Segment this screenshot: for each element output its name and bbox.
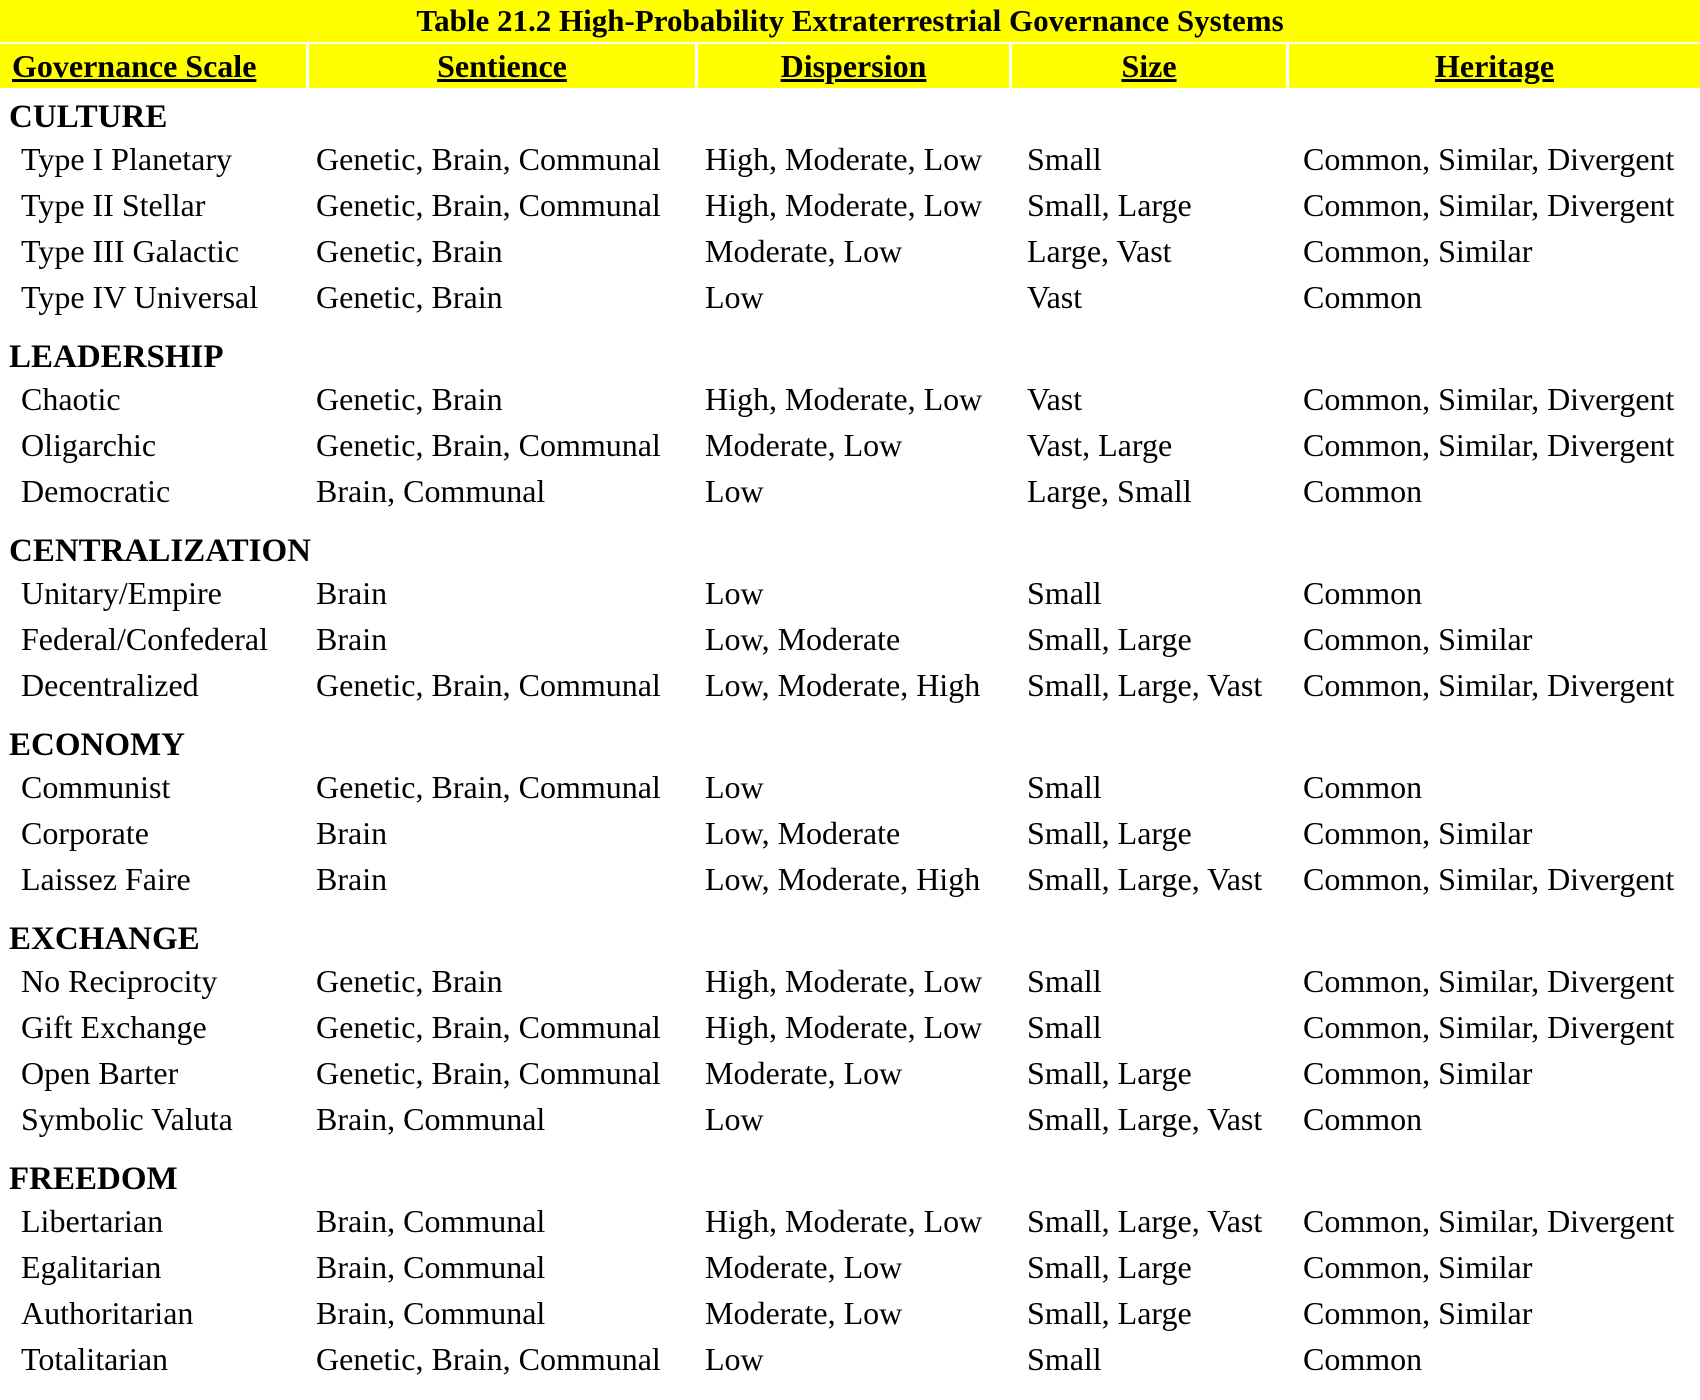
- size-cell: Small: [1027, 1008, 1102, 1045]
- heritage-cell: Common: [1303, 1100, 1423, 1137]
- size-cell: Small: [1027, 962, 1102, 999]
- table-body: [0, 88, 1700, 1382]
- heritage-cell: Common, Similar: [1303, 1248, 1533, 1285]
- sentience-cell: Brain: [316, 814, 388, 851]
- table-row: [0, 1004, 1700, 1050]
- size-cell: Small, Large: [1027, 620, 1192, 657]
- header-row: [0, 44, 1700, 88]
- sentience-cell: Brain, Communal: [316, 1294, 546, 1331]
- sentience-cell: Genetic, Brain, Communal: [316, 666, 661, 703]
- table-row: [0, 1336, 1700, 1382]
- table-row: [0, 376, 1700, 422]
- governance-scale-cell: Type II Stellar: [21, 186, 206, 223]
- category-heading: CENTRALIZATION: [9, 533, 311, 569]
- size-cell: Small, Large, Vast: [1027, 666, 1263, 703]
- sentience-cell: Brain: [316, 574, 388, 611]
- sentience-cell: Genetic, Brain, Communal: [316, 1340, 661, 1377]
- size-cell: Small, Large: [1027, 1248, 1192, 1285]
- governance-scale-cell: Symbolic Valuta: [21, 1100, 233, 1137]
- dispersion-cell: Low, Moderate, High: [705, 666, 981, 703]
- heritage-cell: Common, Similar: [1303, 1294, 1533, 1331]
- category-row: [0, 708, 1700, 764]
- sentience-cell: Genetic, Brain, Communal: [316, 140, 661, 177]
- heritage-cell: Common: [1303, 768, 1423, 805]
- governance-scale-cell: Unitary/Empire: [21, 574, 222, 611]
- table-row: [0, 422, 1700, 468]
- governance-scale-cell: Federal/Confederal: [21, 620, 268, 657]
- table-row: [0, 856, 1700, 902]
- category-heading: ECONOMY: [9, 727, 185, 763]
- category-heading: FREEDOM: [9, 1161, 178, 1197]
- dispersion-cell: Moderate, Low: [705, 1248, 903, 1285]
- category-row: [0, 320, 1700, 376]
- governance-scale-cell: Libertarian: [21, 1202, 164, 1239]
- table-row: [0, 182, 1700, 228]
- dispersion-cell: Moderate, Low: [705, 1054, 903, 1091]
- governance-scale-cell: Type IV Universal: [21, 278, 259, 315]
- dispersion-cell: Low: [705, 768, 764, 805]
- heritage-cell: Common, Similar, Divergent: [1303, 426, 1675, 463]
- category-row: [0, 88, 1700, 136]
- sentience-cell: Genetic, Brain: [316, 232, 503, 269]
- heritage-cell: Common, Similar: [1303, 1054, 1533, 1091]
- heritage-cell: Common, Similar, Divergent: [1303, 860, 1675, 897]
- dispersion-cell: Moderate, Low: [705, 426, 903, 463]
- dispersion-cell: High, Moderate, Low: [705, 140, 983, 177]
- size-cell: Vast: [1027, 278, 1083, 315]
- heritage-cell: Common, Similar, Divergent: [1303, 140, 1675, 177]
- heritage-cell: Common, Similar, Divergent: [1303, 186, 1675, 223]
- dispersion-cell: High, Moderate, Low: [705, 1202, 983, 1239]
- column-header-sentience: Sentience: [309, 44, 698, 88]
- dispersion-cell: High, Moderate, Low: [705, 380, 983, 417]
- dispersion-cell: Low, Moderate: [705, 814, 901, 851]
- size-cell: Small, Large, Vast: [1027, 1100, 1263, 1137]
- governance-scale-cell: Democratic: [21, 472, 171, 509]
- table-row: [0, 274, 1700, 320]
- table-row: [0, 616, 1700, 662]
- sentience-cell: Genetic, Brain, Communal: [316, 768, 661, 805]
- sentience-cell: Genetic, Brain: [316, 380, 503, 417]
- dispersion-cell: High, Moderate, Low: [705, 1008, 983, 1045]
- heritage-cell: Common, Similar: [1303, 814, 1533, 851]
- category-row: [0, 1142, 1700, 1198]
- size-cell: Small, Large: [1027, 1054, 1192, 1091]
- size-cell: Small, Large: [1027, 186, 1192, 223]
- table-row: [0, 570, 1700, 616]
- heritage-cell: Common, Similar, Divergent: [1303, 1202, 1675, 1239]
- sentience-cell: Genetic, Brain: [316, 278, 503, 315]
- table-row: [0, 1244, 1700, 1290]
- dispersion-cell: Low: [705, 574, 764, 611]
- table-row: [0, 764, 1700, 810]
- title-row: [0, 0, 1700, 44]
- category-heading: EXCHANGE: [9, 921, 200, 957]
- heritage-cell: Common: [1303, 278, 1423, 315]
- table-row: [0, 662, 1700, 708]
- table-title: Table 21.2 High-Probability Extraterrestrial Governance Systems: [0, 0, 1700, 44]
- heritage-cell: Common, Similar, Divergent: [1303, 962, 1675, 999]
- category-heading: CULTURE: [9, 99, 168, 135]
- governance-scale-cell: Communist: [21, 768, 171, 805]
- sentience-cell: Brain: [316, 860, 388, 897]
- dispersion-cell: Low: [705, 1100, 764, 1137]
- governance-scale-cell: Totalitarian: [21, 1340, 169, 1377]
- size-cell: Small, Large: [1027, 814, 1192, 851]
- dispersion-cell: High, Moderate, Low: [705, 962, 983, 999]
- column-header-size: Size: [1012, 44, 1289, 88]
- size-cell: Small: [1027, 768, 1102, 805]
- heritage-cell: Common, Similar, Divergent: [1303, 1008, 1675, 1045]
- size-cell: Small, Large: [1027, 1294, 1192, 1331]
- size-cell: Small: [1027, 1340, 1102, 1377]
- table-row: [0, 136, 1700, 182]
- governance-scale-cell: Oligarchic: [21, 426, 157, 463]
- governance-scale-cell: Open Barter: [21, 1054, 179, 1091]
- heritage-cell: Common: [1303, 472, 1423, 509]
- sentience-cell: Brain, Communal: [316, 1100, 546, 1137]
- dispersion-cell: Low: [705, 278, 764, 315]
- sentience-cell: Genetic, Brain, Communal: [316, 1008, 661, 1045]
- size-cell: Small, Large, Vast: [1027, 1202, 1263, 1239]
- table-row: [0, 1096, 1700, 1142]
- dispersion-cell: Low, Moderate: [705, 620, 901, 657]
- heritage-cell: Common, Similar: [1303, 232, 1533, 269]
- heritage-cell: Common: [1303, 574, 1423, 611]
- category-row: [0, 514, 1700, 570]
- size-cell: Small: [1027, 140, 1102, 177]
- governance-scale-cell: Gift Exchange: [21, 1008, 207, 1045]
- governance-scale-cell: Laissez Faire: [21, 860, 191, 897]
- column-header-dispersion: Dispersion: [698, 44, 1012, 88]
- dispersion-cell: Low: [705, 472, 764, 509]
- table-row: [0, 1290, 1700, 1336]
- sentience-cell: Genetic, Brain: [316, 962, 503, 999]
- governance-scale-cell: Corporate: [21, 814, 149, 851]
- size-cell: Vast, Large: [1027, 426, 1173, 463]
- table-row: [0, 810, 1700, 856]
- size-cell: Vast: [1027, 380, 1083, 417]
- table-row: [0, 468, 1700, 514]
- governance-scale-cell: Egalitarian: [21, 1248, 162, 1285]
- table-row: [0, 958, 1700, 1004]
- sentience-cell: Genetic, Brain, Communal: [316, 426, 661, 463]
- heritage-cell: Common, Similar: [1303, 620, 1533, 657]
- governance-scale-cell: Authoritarian: [21, 1294, 194, 1331]
- dispersion-cell: Low, Moderate, High: [705, 860, 981, 897]
- sentience-cell: Brain, Communal: [316, 472, 546, 509]
- dispersion-cell: High, Moderate, Low: [705, 186, 983, 223]
- table-row: [0, 228, 1700, 274]
- dispersion-cell: Low: [705, 1340, 764, 1377]
- governance-scale-cell: Decentralized: [21, 666, 199, 703]
- heritage-cell: Common, Similar, Divergent: [1303, 666, 1675, 703]
- size-cell: Small: [1027, 574, 1102, 611]
- table-row: [0, 1198, 1700, 1244]
- category-heading: LEADERSHIP: [9, 339, 224, 375]
- dispersion-cell: Moderate, Low: [705, 232, 903, 269]
- dispersion-cell: Moderate, Low: [705, 1294, 903, 1331]
- sentience-cell: Genetic, Brain, Communal: [316, 1054, 661, 1091]
- column-header-heritage: Heritage: [1289, 44, 1700, 88]
- sentience-cell: Brain, Communal: [316, 1202, 546, 1239]
- heritage-cell: Common, Similar, Divergent: [1303, 380, 1675, 417]
- sentience-cell: Genetic, Brain, Communal: [316, 186, 661, 223]
- governance-scale-cell: Type III Galactic: [21, 232, 240, 269]
- governance-scale-cell: Chaotic: [21, 380, 121, 417]
- governance-scale-cell: Type I Planetary: [21, 140, 233, 177]
- size-cell: Large, Vast: [1027, 232, 1172, 269]
- governance-scale-cell: No Reciprocity: [21, 962, 218, 999]
- category-row: [0, 902, 1700, 958]
- size-cell: Small, Large, Vast: [1027, 860, 1263, 897]
- sentience-cell: Brain, Communal: [316, 1248, 546, 1285]
- sentience-cell: Brain: [316, 620, 388, 657]
- column-header-governance-scale: Governance Scale: [0, 44, 309, 88]
- table-row: [0, 1050, 1700, 1096]
- heritage-cell: Common: [1303, 1340, 1423, 1377]
- size-cell: Large, Small: [1027, 472, 1192, 509]
